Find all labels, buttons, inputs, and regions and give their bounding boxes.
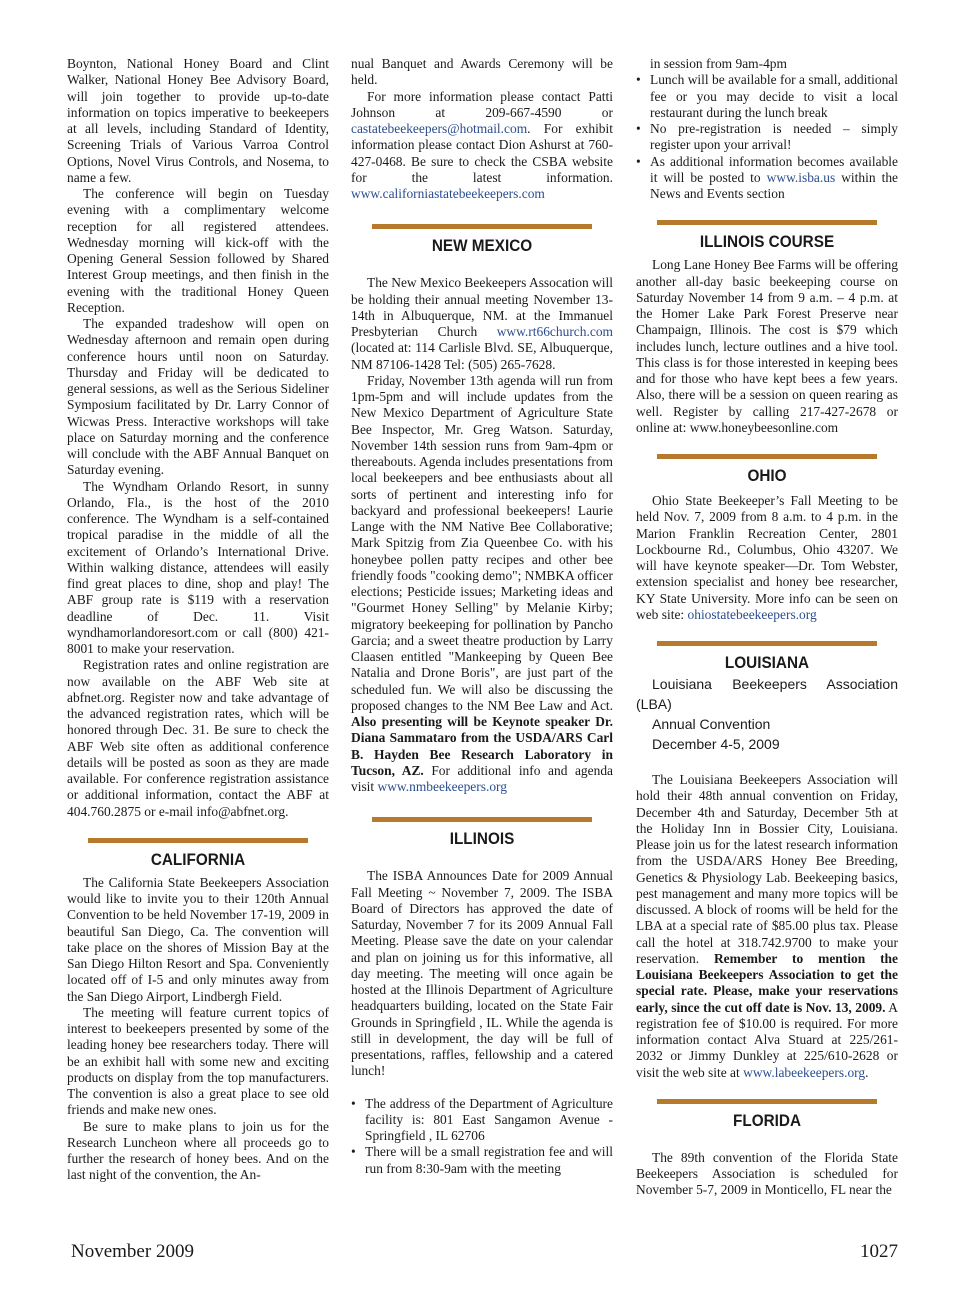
list-item-text: within the News and Events section	[650, 169, 898, 201]
list-item	[636, 154, 898, 203]
paragraph-text: For more information please contact Patti Johnson at 209-667-4590 or	[351, 88, 613, 120]
list-item	[351, 1096, 613, 1145]
bold-text: Remember to mention the Louisiana Beekeepers Association to get the special rate. Please, make your reservations early, since the cut off date is Nov. 13, 2009.	[636, 950, 898, 1015]
body-paragraph: Boynton, National Honey Board and Clint Walker, National Honey Bee Advisory Board, will join together to provide up-to-date information on topics imperative to beekeepers at all levels, including Standard of Identity, Screening Trials of Various Varroa Control Options, Novel Virus Controls, and Nosema, to name a few.	[67, 56, 329, 185]
paragraph-text: .	[865, 1064, 869, 1080]
list-item-text: As additional information becomes available it will be posted to	[650, 153, 898, 185]
bullet-icon: •	[636, 153, 641, 169]
bullet-icon: •	[636, 121, 641, 136]
body-paragraph: Be sure to make plans to join us for the Research Luncheon where all proceeds go to further the research of honey bees. And on the last night of the convention, the An-	[67, 1118, 329, 1183]
section-divider	[372, 817, 592, 822]
body-paragraph: The ISBA Announces Date for 2009 Annual Fall Meeting ~ November 7, 2009. The ISBA Board of Directors has approved the date of Saturday, November 7 for its 2009 Annual Fall Meeting. Please save the date on your calendar and plan on joining us for this informative, all day meeting. The meeting will once again be hosted at the Illinois Department of Agriculture headquarters building, located on the State Fair Grounds in Springfield , IL. While the agenda is still in development, the day will be full of presentations, raffles, fellowship and a catered lunch!	[351, 868, 613, 1079]
section-heading-louisiana: LOUISIANA	[724, 653, 810, 672]
section-divider	[657, 641, 877, 646]
body-paragraph	[351, 89, 613, 203]
section-heading-new-mexico: NEW MEXICO	[431, 236, 533, 256]
body-paragraph	[351, 373, 613, 796]
list-item	[351, 1144, 613, 1177]
section-heading-ohio: OHIO	[747, 466, 787, 485]
body-paragraph: nual Banquet and Awards Ceremony will be held.	[351, 56, 613, 88]
column-3	[636, 56, 898, 1199]
body-paragraph: The 89th convention of the Florida State Beekeepers Association is scheduled for November 5-7, 2009 in Monticello, FL near the	[636, 1149, 898, 1198]
section-heading-california: CALIFORNIA	[150, 849, 246, 869]
body-paragraph	[636, 493, 898, 623]
list-item-text: There will be a small registration fee and will run from 8:30-9am with the meeting	[365, 1144, 613, 1176]
list-item-text: in session from 9am-4pm	[650, 56, 787, 71]
bullet-icon: •	[636, 72, 641, 88]
bullet-list	[636, 56, 898, 202]
section-heading-illinois: ILLINOIS	[449, 829, 515, 849]
paragraph-text: . For exhibit information please contact Dion Ashurst at 760-427-0468. Be sure to check the CSBA website for the latest information.	[351, 121, 613, 185]
subheading: Louisiana Beekeepers Association (LBA)	[636, 676, 898, 712]
section-heading-illinois-course: ILLINOIS COURSE	[699, 232, 835, 252]
subheading: December 4-5, 2009	[652, 736, 780, 752]
website-link[interactable]: www.isba.us	[766, 169, 836, 185]
list-item	[636, 72, 898, 121]
body-paragraph: The California State Beekeepers Association would like to invite you to their 120th Annual Convention to be held November 17-19, 2009 in beautiful San Diego, Ca. The convention will take place on the shores of Mission Bay at the San Diego Hilton Resort and Spa. Conveniently located off of I-5 and only minutes away from the San Diego Airport, Lindbergh Field.	[67, 874, 329, 1004]
paragraph-text: For additional info and agenda visit	[351, 762, 614, 794]
list-item-text: No pre-registration is needed – simply register upon your arrival!	[650, 121, 898, 153]
list-item	[636, 121, 898, 154]
paragraph-text: (located at: 114 Carlisle Blvd. SE, Albuquerque, NM 87106-1428 Tel: (505) 265-7628.	[351, 340, 613, 372]
website-link[interactable]: www.californiastatebeekeepers.com	[351, 186, 545, 201]
email-link[interactable]: castatebeekeepers@hotmail.com	[351, 121, 528, 136]
paragraph-text: The Louisiana Beekeepers Association will hold their 48th annual convention on Friday, December 4th and Saturday, December 5th at the Holiday Inn in Bossier City, Louisiana. Please join us for the latest research information from the USDA/ARS Honey Bee Breeding, Genetics & Physiology Lab. Beekeeping basics, pest management and many more topics will be discussed. A block of rooms will be held for the LBA at a special rate of $85.00 plus tax. Please call the hotel at 318.742.9700 to make your reservation.	[636, 772, 898, 966]
section-divider	[657, 454, 877, 459]
paragraph-text: Ohio State Beekeeper’s Fall Meeting to be held Nov. 7, 2009 from 8 a.m. to 4 p.m. in the Marion Franklin Recreation Center, 2801 Lockbourne Rd., Columbus, Ohio 43207. We will have keynote speaker—Dr. Tom Webster, extension specialist and honey bee researcher, KY State University. More info can be seen on web site:	[636, 493, 898, 622]
column-1	[67, 56, 329, 1184]
body-paragraph	[351, 275, 613, 373]
column-2	[351, 56, 613, 1177]
bullet-list	[351, 1096, 613, 1177]
body-paragraph: Registration rates and online registration are now available on the ABF Web site at abfnet.org. Register now and take advantage of the advanced registration rates, which will be honored through Dec. 31. Be sure to check the ABF Web site often as additional conference details will be posted as soon as they are made available. For conference registration assistance or additional information, contact the ABF at 404.760.2875 or e-mail info@abfnet.org.	[67, 657, 329, 819]
body-paragraph: The conference will begin on Tuesday evening with a complimentary welcome reception for all registered attendees. Wednesday morning will kick-off with the Opening General Session followed by Shared Interest Group meetings, and then finish in the evening with the traditional Honey Queen Reception.	[67, 186, 329, 315]
paragraph-text: The New Mexico Beekeepers Assocation will be holding their annual meeting November 13-14th in Albuquerque, NM. at the Immanuel Presbyterian Church	[351, 275, 613, 339]
section-heading-florida: FLORIDA	[732, 1110, 801, 1130]
bullet-icon: •	[351, 1144, 356, 1160]
bullet-icon: •	[351, 1095, 356, 1111]
subheading: Annual Convention	[652, 716, 771, 732]
bold-text: Also presenting will be Keynote speaker Dr. Diana Sammataro from the USDA/ARS Carl B. Hayden Bee Research Laboratory in Tucson, AZ.	[351, 714, 613, 778]
section-divider	[88, 838, 308, 843]
footer-page-number: 1027	[860, 1241, 898, 1262]
body-paragraph: The Wyndham Orlando Resort, in sunny Orlando, Fla., is the host of the 2010 conference. The Wyndham is a self-contained tropical paradise in the middle of all the excitement of Orlando’s International Drive. Within walking distance, attendees will easily find great places to dine, shop and play! The ABF group rate is $119 with a reservation deadline of Dec. 11. Visit wyndhamorlandoresort.com or call (800) 421-8001 to make your reservation.	[67, 478, 329, 656]
footer-issue-date: November 2009	[71, 1241, 194, 1262]
section-divider	[372, 224, 592, 229]
website-link[interactable]: www.nmbeekeepers.org	[377, 779, 507, 794]
website-link[interactable]: www.rt66church.com	[496, 324, 613, 339]
body-paragraph	[636, 772, 898, 1081]
body-paragraph: The meeting will feature current topics of interest to beekeepers presented by some of the leading honey bee researchers today. There will be an exhibit hall with some new and exciting products on display from the top manufacturers. The convention is also a great place to see old friends and make new ones.	[67, 1004, 329, 1118]
paragraph-text: Friday, November 13th agenda will run from 1pm-5pm and will include updates from the New Mexico Department of Agriculture State Bee Inspector, Mr. Greg Watson. Saturday, November 14th session runs from 9am-4pm or thereabouts. Agenda includes presentations from local beekeepers and bee enthusiasts about all sorts of pertinent and interesting info for backyard and professional beekeepers! Laurie Lange with the NM Native Bee Collaborative; Mark Spitzig from Zia Queenbee Co. with his honeybee pollen patty recipes and other bee friendly foods "cooking demo"; NMBKA officer elections; Pesticide issues; Marketing ideas and "Gourmet Honey Selling" by Melanie Kirby; migratory beekeeping for pollination by Pancho Garcia; and a sweet theatre production by Larry Claasen entitled "Mankeeping by Queen Bee Natalia and Drone Boris", are just part of the scheduled fun. We will also be discussing the proposed changes to the NM Bee Law and Act.	[351, 372, 613, 713]
website-link[interactable]: ohiostatebeekeepers.org	[687, 606, 817, 622]
list-item-continued	[636, 56, 898, 72]
body-paragraph: Long Lane Honey Bee Farms will be offering another all-day basic beekeeping course on Saturday November 14 from 9 a.m. – 4 p.m. at the Homer Lake Park Forest Preserve near Champaign, Illinois. The cost is $79 which includes lunch, lecture outlines and a hive tool. This class is for those interested in keeping bees and for those who have kept bees a few years. Also, there will be a session on queen rearing as well. Register by calling 217-427-2678 or online at: www.honeybeesonline.com	[636, 257, 898, 435]
section-divider	[657, 1099, 877, 1104]
body-paragraph: The expanded tradeshow will open on Wednesday afternoon and remain open during conference hours until noon on Saturday. Thursday and Friday will be dedicated to general sessions, as well as the Serious Sideliner Symposium facilitated by Dr. Larry Connor of Wicwas Press. Interactive workshops will take place on Saturday morning and the conference will conclude with the ABF Annual Banquet on Saturday evening.	[67, 316, 329, 478]
list-item-text: The address of the Department of Agriculture facility is: 801 East Sangamon Avenue - Springfield , IL 62706	[365, 1095, 613, 1143]
section-divider	[657, 220, 877, 225]
website-link[interactable]: www.labeekeepers.org	[743, 1064, 866, 1080]
list-item-text: Lunch will be available for a small, additional fee or you may decide to visit a local restaurant during the lunch break	[650, 72, 898, 120]
paragraph-text: A registration fee of $10.00 is required. For more information contact Alva Stuard at 225/261-2032 or Jimmy Dunkley at 225/610-2628 or visit the web site at	[636, 999, 898, 1080]
